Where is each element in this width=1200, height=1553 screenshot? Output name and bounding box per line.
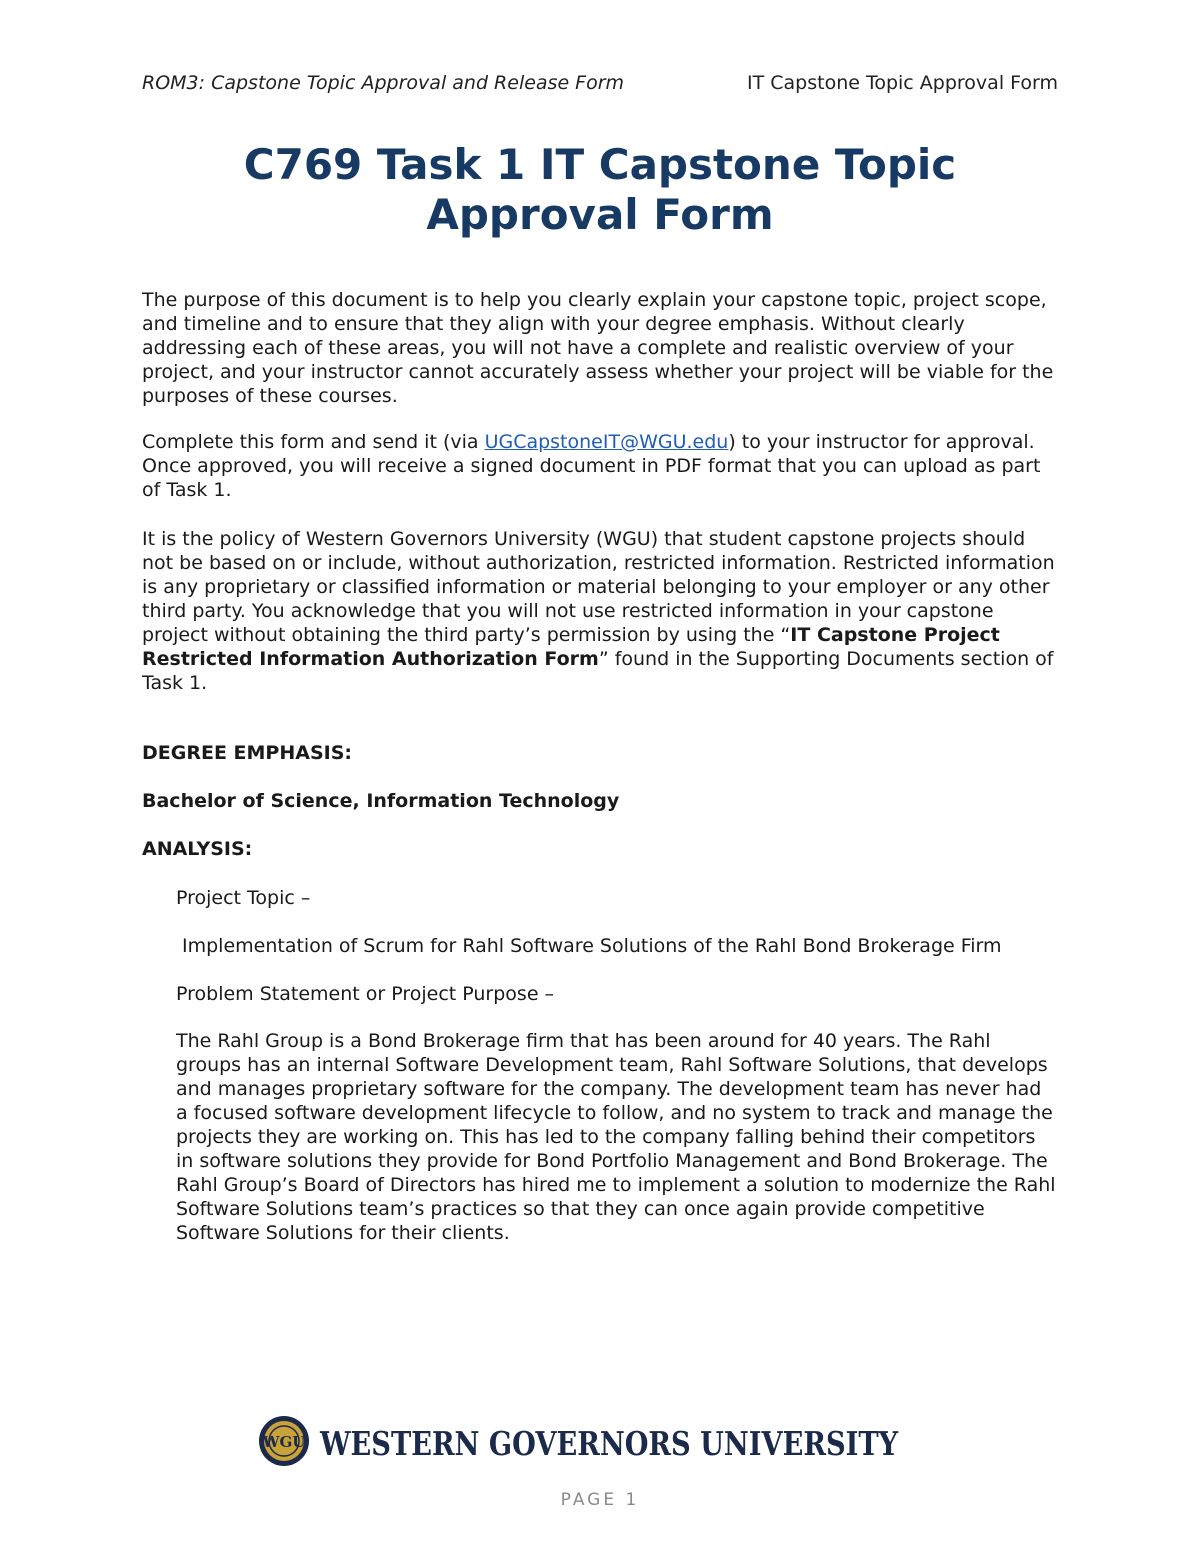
analysis-label: ANALYSIS: xyxy=(142,838,253,860)
intro-paragraph-policy xyxy=(142,527,1062,695)
wgu-wordmark: WESTERN GOVERNORS UNIVERSITY xyxy=(319,1424,899,1463)
policy-form-name: IT Capstone Project Restricted Information Authorization Form xyxy=(142,624,1000,670)
document-title-line1: C769 Task 1 IT Capstone Topic xyxy=(243,140,957,189)
intro-paragraph-purpose: The purpose of this document is to help you clearly explain your capstone topic, project scope, and timeline and to ensure that they align with your degree emphasis. Without clearly addressing each of these areas, you will not have a complete and realistic overview of your project, and your instructor cannot accurately assess whether your project will be viable for the purposes of these courses. xyxy=(142,289,1054,407)
degree-emphasis-label: DEGREE EMPHASIS: xyxy=(142,742,353,764)
document-title-line2: Approval Form xyxy=(426,190,774,239)
submit-text-before: Complete this form and send it (via xyxy=(142,431,485,453)
problem-statement-text: The Rahl Group is a Bond Brokerage firm that has been around for 40 years. The Rahl groups has an internal Software Development team, Rahl Software Solutions, that develops and manages proprietary software for the company. The development team has never had a focused software development lifecycle to follow, and no system to track and manage the projects they are working on. This has led to the company falling behind their competitors in software solutions they provide for Bond Portfolio Management and Bond Brokerage. The Rahl Group’s Board of Directors has hired me to implement a solution to modernize the Rahl Software Solutions team’s practices so that they can once again provide competitive Software Solutions for their clients. xyxy=(176,1030,1056,1244)
policy-text-after: ” found in the Supporting Documents section of Task 1. xyxy=(142,648,1054,694)
project-topic-text: Implementation of Scrum for Rahl Software Solutions of the Rahl Bond Brokerage Firm xyxy=(182,935,1002,957)
header-right-text: IT Capstone Topic Approval Form xyxy=(747,72,1058,94)
project-topic-label: Project Topic – xyxy=(176,887,311,909)
header-left-text: ROM3: Capstone Topic Approval and Release Form xyxy=(142,72,625,94)
page-number: PAGE 1 xyxy=(560,1490,640,1510)
degree-emphasis-value: Bachelor of Science, Information Technology xyxy=(142,790,620,812)
email-link[interactable]: UGCapstoneIT@WGU.edu xyxy=(484,431,729,453)
wgu-seal-text: WGU xyxy=(262,1433,306,1451)
wgu-logo xyxy=(258,1412,906,1470)
intro-paragraph-submit xyxy=(142,430,1062,502)
wgu-seal-icon xyxy=(259,1416,309,1466)
policy-text-before: It is the policy of Western Governors University (WGU) that student capstone projects should not be based on or include, without authorization, restricted information. Restricted information is any proprietary or classified information or material belonging to your employer or any other third party. You acknowledge that you will not use restricted information in your capstone project without obtaining the third party’s permission by using the “ xyxy=(142,528,1055,646)
document-title xyxy=(142,140,1058,240)
submit-text-after: ) to your instructor for approval. Once approved, you will receive a signed document in PDF format that you can upload as part of Task 1. xyxy=(142,431,1041,501)
problem-statement-label: Problem Statement or Project Purpose – xyxy=(176,983,555,1005)
